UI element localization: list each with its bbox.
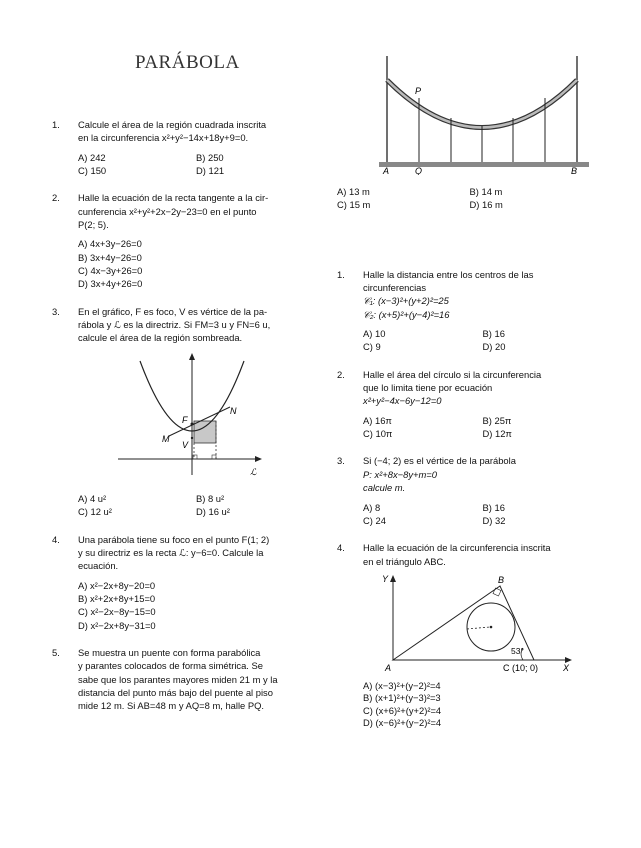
- problem-number: 3.: [337, 455, 345, 467]
- problem-number: 5.: [52, 646, 60, 658]
- option-c: C) 9: [363, 341, 381, 353]
- label-n: N: [230, 405, 237, 416]
- problem-number: 2.: [337, 368, 345, 380]
- option-d: D) x²−2x+8y−31=0: [78, 619, 156, 631]
- statement-line: Halle el área del círculo si la circunferencia: [363, 368, 542, 380]
- left-column: [52, 118, 314, 727]
- option-b: B) 14 m: [469, 186, 503, 197]
- option-a: A) 10: [363, 328, 386, 340]
- ground: [379, 162, 589, 167]
- answer-options: [78, 237, 314, 290]
- equation: P: x²+8x−8y+m=0: [363, 468, 437, 480]
- statement-line: rábola y ℒ es la directriz. Si FM=3 u y FN=6 u,: [78, 319, 271, 331]
- equation: x²+y²−4x−6y−12=0: [363, 395, 442, 407]
- option-c: C) 15 m: [337, 199, 371, 211]
- label-q: Q: [415, 166, 423, 175]
- label-v: V: [182, 439, 189, 450]
- problem-number: 4.: [52, 533, 60, 545]
- problem-number: 2.: [52, 192, 60, 204]
- vertex-point: [191, 437, 193, 439]
- bridge-figure: [379, 50, 602, 175]
- problem-statement: [78, 646, 314, 713]
- label-a: A: [385, 662, 392, 673]
- option-a: A) x²−2x+8y−20=0: [78, 579, 156, 591]
- statement-line: calcule el área de la región sombreada.: [78, 332, 243, 344]
- option-d: D) 32: [482, 514, 506, 526]
- statement-line: En el gráfico, F es foco, V es vértice de la pa-: [78, 305, 268, 317]
- option-d: D) 20: [482, 341, 506, 353]
- circle-center: [490, 626, 493, 629]
- directrix-arrow-icon: [255, 456, 262, 462]
- label-y: Y: [382, 573, 389, 584]
- option-b: B) 25π: [482, 414, 512, 426]
- statement-line: en el triángulo ABC.: [363, 555, 446, 567]
- problem-number: 1.: [52, 119, 60, 130]
- statement-line: cunferencia x²+y²+2x−2y−23=0 en el punto: [78, 205, 257, 217]
- option-b: B) 250: [196, 151, 224, 163]
- y-axis-arrow-icon: [390, 575, 396, 582]
- problem-statement: [363, 268, 602, 321]
- problem-statement: [78, 118, 314, 145]
- statement-line: P(2; 5).: [78, 219, 109, 231]
- option-c: C) 150: [78, 165, 107, 177]
- problem-left-2: [52, 191, 314, 290]
- statement-line: y su directriz es la recta ℒ: y−6=0. Calcule la: [78, 546, 264, 558]
- label-x: X: [563, 662, 570, 673]
- statement-line: distancia del punto más bajo del puente al piso: [78, 686, 273, 698]
- statement-line: Una parábola tiene su foco en el punto F(1; 2): [78, 533, 270, 545]
- option-a: A) 242: [78, 151, 106, 163]
- answer-options: [363, 327, 602, 354]
- label-directrix: ℒ: [250, 466, 257, 477]
- statement-line: que lo limita tiene por ecuación: [363, 382, 493, 394]
- option-d: D) 12π: [482, 428, 512, 440]
- right-angle-mark: [212, 455, 216, 459]
- option-d: D) 16 m: [469, 199, 503, 211]
- equation: 𝒞₁: (x−3)²+(y+2)²=25: [363, 295, 449, 307]
- label-a: A: [383, 166, 390, 175]
- problem-right-2: [337, 368, 602, 441]
- equation: calcule m.: [363, 482, 406, 494]
- radius-line: [467, 627, 490, 629]
- statement-line: sabe que los parantes mayores miden 21 m y la: [78, 673, 278, 685]
- option-c: C) 24: [363, 514, 386, 526]
- option-d: D) (x−6)²+(y−2)²=4: [363, 717, 442, 729]
- option-c: C) 10π: [363, 428, 393, 440]
- problem-statement: [78, 191, 314, 231]
- problem-statement: [363, 368, 602, 408]
- answer-options: [363, 680, 602, 730]
- statement-line: Si (−4; 2) es el vértice de la parábola: [363, 455, 516, 467]
- label-f: F: [182, 414, 188, 425]
- parabola-figure: [78, 351, 314, 486]
- problem-right-4: [337, 541, 602, 729]
- answer-options: [78, 492, 314, 519]
- statement-line: circunferencias: [363, 282, 427, 294]
- option-b: B) 16: [482, 328, 505, 340]
- problem-statement: [78, 533, 314, 573]
- problem-statement: [363, 454, 602, 494]
- problem-number: 3.: [52, 305, 60, 317]
- option-a: A) 16π: [363, 414, 392, 426]
- option-b: B) 3x+4y−26=0: [78, 251, 142, 263]
- problem-statement: [78, 305, 314, 345]
- y-axis-arrow-icon: [189, 353, 195, 360]
- triangle-figure: [363, 574, 602, 674]
- statement-line: ecuación.: [78, 560, 119, 572]
- option-b: B) 8 u²: [196, 492, 225, 504]
- problem-right-3: [337, 454, 602, 527]
- label-p: P: [415, 86, 422, 96]
- option-a: A) 8: [363, 501, 381, 513]
- option-c: C) (x+6)²+(y+2)²=4: [363, 704, 442, 716]
- statement-line: mide 12 m. Si AB=48 m y AQ=8 m, halle PQ.: [78, 700, 265, 712]
- option-a: A) 4x+3y−26=0: [78, 238, 142, 250]
- shaded-region: [194, 421, 216, 443]
- label-b: B: [571, 166, 578, 175]
- focus-point: [191, 422, 194, 425]
- option-d: D) 121: [196, 165, 225, 177]
- problem-left-4: [52, 533, 314, 632]
- option-c: C) 4x−3y+26=0: [78, 265, 143, 277]
- label-m: M: [162, 433, 170, 444]
- statement-line: y parantes colocados de forma simétrica. Se: [78, 660, 263, 672]
- page-title: PARÁBOLA: [135, 52, 240, 73]
- problem-number: 1.: [337, 268, 345, 280]
- option-d: D) 16 u²: [196, 506, 230, 518]
- statement-line: Halle la ecuación de la recta tangente a la cir-: [78, 192, 269, 204]
- problem-number: 4.: [337, 542, 345, 554]
- bridge-answer-options: [337, 185, 602, 212]
- right-angle-mark: [493, 588, 501, 596]
- option-b: B) x²+2x+8y+15=0: [78, 592, 156, 604]
- statement-line: Halle la ecuación de la circunferencia inscrita: [363, 542, 551, 554]
- statement-line: Se muestra un puente con forma parabólica: [78, 646, 261, 658]
- option-a: A) 4 u²: [78, 492, 107, 504]
- label-b: B: [498, 574, 505, 585]
- statement-line: Halle la distancia entre los centros de las: [363, 268, 534, 280]
- option-a: A) 13 m: [337, 186, 370, 197]
- answer-options: [363, 414, 602, 441]
- option-c: C) 12 u²: [78, 506, 112, 518]
- answer-options: [78, 579, 314, 632]
- answer-options: [363, 501, 602, 528]
- label-c: C (10; 0): [503, 662, 539, 673]
- statement-line: Calcule el área de la región cuadrada inscrita: [78, 119, 267, 130]
- right-column: [337, 50, 602, 730]
- equation: 𝒞₂: (x+5)²+(y−4)²=16: [363, 308, 450, 320]
- option-c: C) x²−2x−8y−15=0: [78, 606, 156, 618]
- label-angle: 53°: [511, 645, 524, 656]
- problem-statement: [363, 541, 602, 568]
- problem-left-5: [52, 646, 314, 713]
- problem-left-3: [52, 305, 314, 519]
- option-d: D) 3x+4y+26=0: [78, 278, 143, 290]
- problem-right-1: [337, 268, 602, 354]
- problem-left-1: [52, 118, 314, 177]
- option-b: B) 16: [482, 501, 505, 513]
- option-b: B) (x+1)²+(y−3)²=3: [363, 692, 441, 704]
- option-a: A) (x−3)²+(y−2)²=4: [363, 679, 441, 691]
- answer-options: [78, 151, 314, 178]
- statement-line: en la circunferencia x²+y²−14x+18y+9=0.: [78, 132, 249, 144]
